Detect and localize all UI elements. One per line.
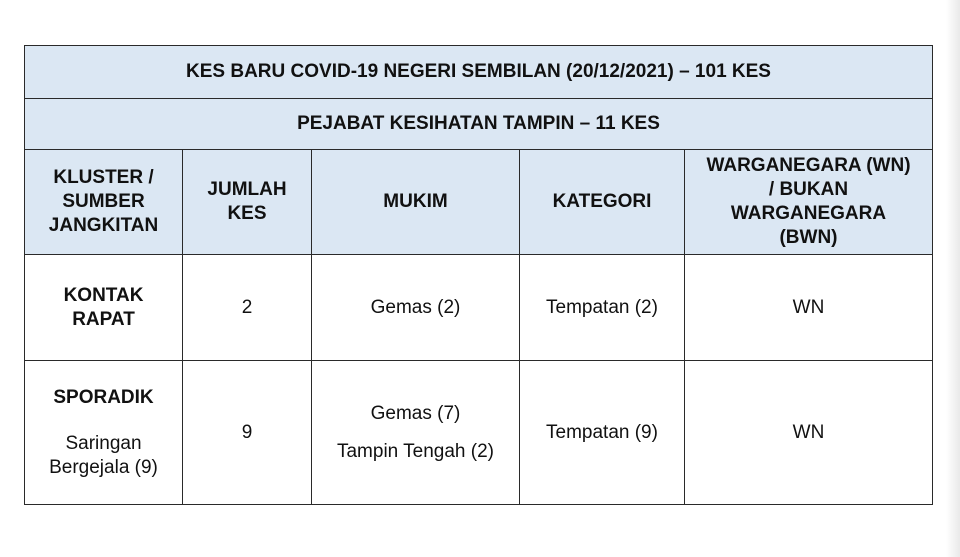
mukim-item: Gemas (7) — [370, 402, 461, 424]
kategori-cell: Tempatan (9) — [520, 361, 685, 505]
header-wn-line: / BUKAN — [768, 179, 849, 200]
header-kluster-line: KLUSTER / — [53, 167, 154, 188]
kluster-detail: Saringan — [65, 432, 142, 454]
header-jumlah — [183, 150, 312, 255]
header-kluster — [25, 150, 183, 255]
header-kluster-line: SUMBER — [62, 191, 145, 212]
header-jumlah-line: JUMLAH — [207, 179, 287, 200]
kategori-cell: Tempatan (2) — [520, 255, 685, 361]
header-kategori: KATEGORI — [520, 150, 685, 255]
jumlah-cell: 2 — [183, 255, 312, 361]
kluster-detail: Bergejala (9) — [49, 456, 158, 478]
table-title: KES BARU COVID-19 NEGERI SEMBILAN (20/12/2021) – 101 KES — [25, 46, 933, 99]
covid-cases-table — [24, 45, 933, 505]
kluster-cell — [25, 255, 183, 361]
kluster-label: SPORADIK — [53, 386, 154, 408]
table-row — [25, 255, 933, 361]
mukim-cell — [312, 361, 520, 505]
mukim-item: Tampin Tengah (2) — [336, 440, 495, 462]
header-warganegara — [685, 150, 933, 255]
wn-cell: WN — [685, 361, 933, 505]
header-mukim: MUKIM — [312, 150, 520, 255]
header-wn-line: (BWN) — [779, 227, 838, 248]
table-row — [25, 361, 933, 505]
header-wn-line: WARGANEGARA (WN) — [706, 155, 911, 176]
header-jumlah-line: KES — [227, 203, 267, 224]
header-wn-line: WARGANEGARA — [730, 203, 887, 224]
kluster-cell — [25, 361, 183, 505]
jumlah-cell: 9 — [183, 361, 312, 505]
mukim-cell: Gemas (2) — [312, 255, 520, 361]
kluster-label: RAPAT — [72, 308, 135, 330]
header-row — [25, 150, 933, 255]
table-subtitle: PEJABAT KESIHATAN TAMPIN – 11 KES — [25, 99, 933, 150]
wn-cell: WN — [685, 255, 933, 361]
page-edge-shadow — [946, 0, 960, 557]
header-kluster-line: JANGKITAN — [48, 215, 159, 236]
kluster-label: KONTAK — [63, 284, 144, 306]
